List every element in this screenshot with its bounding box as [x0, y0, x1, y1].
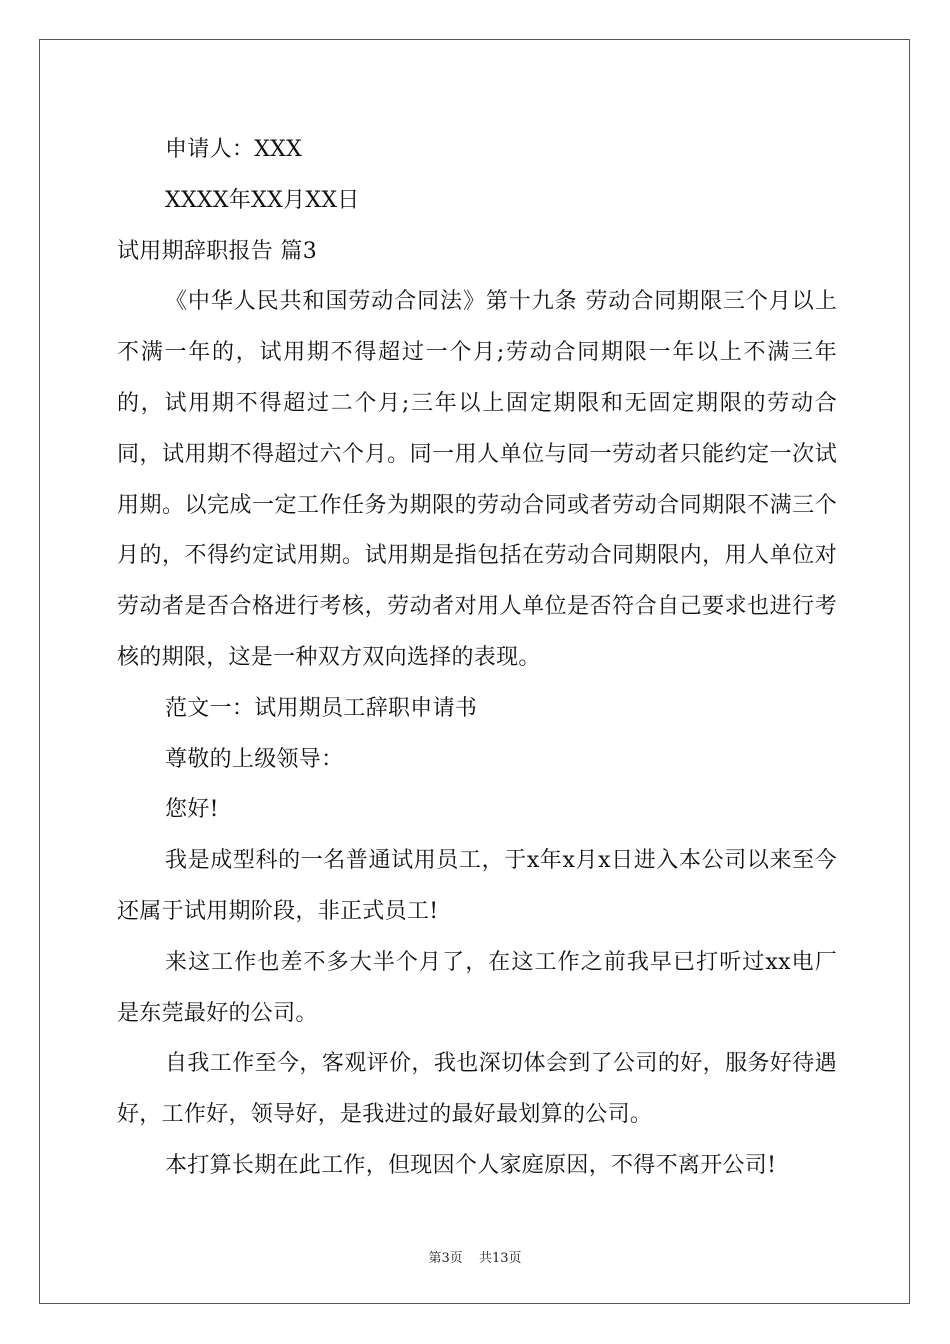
document-body: [117, 125, 837, 1192]
sample-title: 范文一：试用期员工辞职申请书: [165, 695, 478, 721]
paragraph-3: 自我工作至今，客观评价，我也深切体会到了公司的好，服务好待遇好，工作好，领导好，是我进过的最好最划算的公司。: [117, 1051, 837, 1128]
applicant-line: 申请人：XXX: [165, 137, 303, 162]
section-title: 试用期辞职报告 篇3: [117, 238, 317, 264]
page-number: 第3页: [428, 1251, 463, 1266]
page-total: 共13页: [478, 1251, 522, 1266]
paragraph-1: 我是成型科的一名普通试用员工，于x年x月x日进入本公司以来至今还属于试用期阶段，非正式员工!: [117, 848, 837, 924]
law-paragraph: 《中华人民共和国劳动合同法》第十九条 劳动合同期限三个月以上不满一年的，试用期不得超过一个月;劳动合同期限一年以上不满三年的，试用期不得超过二个月;三年以上固定期限和无固定期限的劳动合同，试用期不得超过六个月。同一用人单位与同一劳动者只能约定一次试用期。以完成一定工作任务为期限的劳动合同或者劳动合同期限不满三个月的，不得约定试用期。试用期是指包括在劳动合同期限内，用人单位对劳动者是否合格进行考核，劳动者对用人单位是否符合自己要求也进行考核的期限，这是一种双方双向选择的表现。: [117, 289, 837, 670]
paragraph-4: 本打算长期在此工作，但现因个人家庭原因，不得不离开公司!: [165, 1152, 777, 1178]
date-line: XXXX年XX月XX日: [165, 187, 360, 213]
salutation: 尊敬的上级领导：: [165, 746, 344, 772]
paragraph-2: 来这工作也差不多大半个月了，在这工作之前我早已打听过xx电厂是东莞最好的公司。: [117, 949, 837, 1026]
page-footer: [0, 1247, 950, 1266]
greeting: 您好!: [165, 797, 219, 823]
